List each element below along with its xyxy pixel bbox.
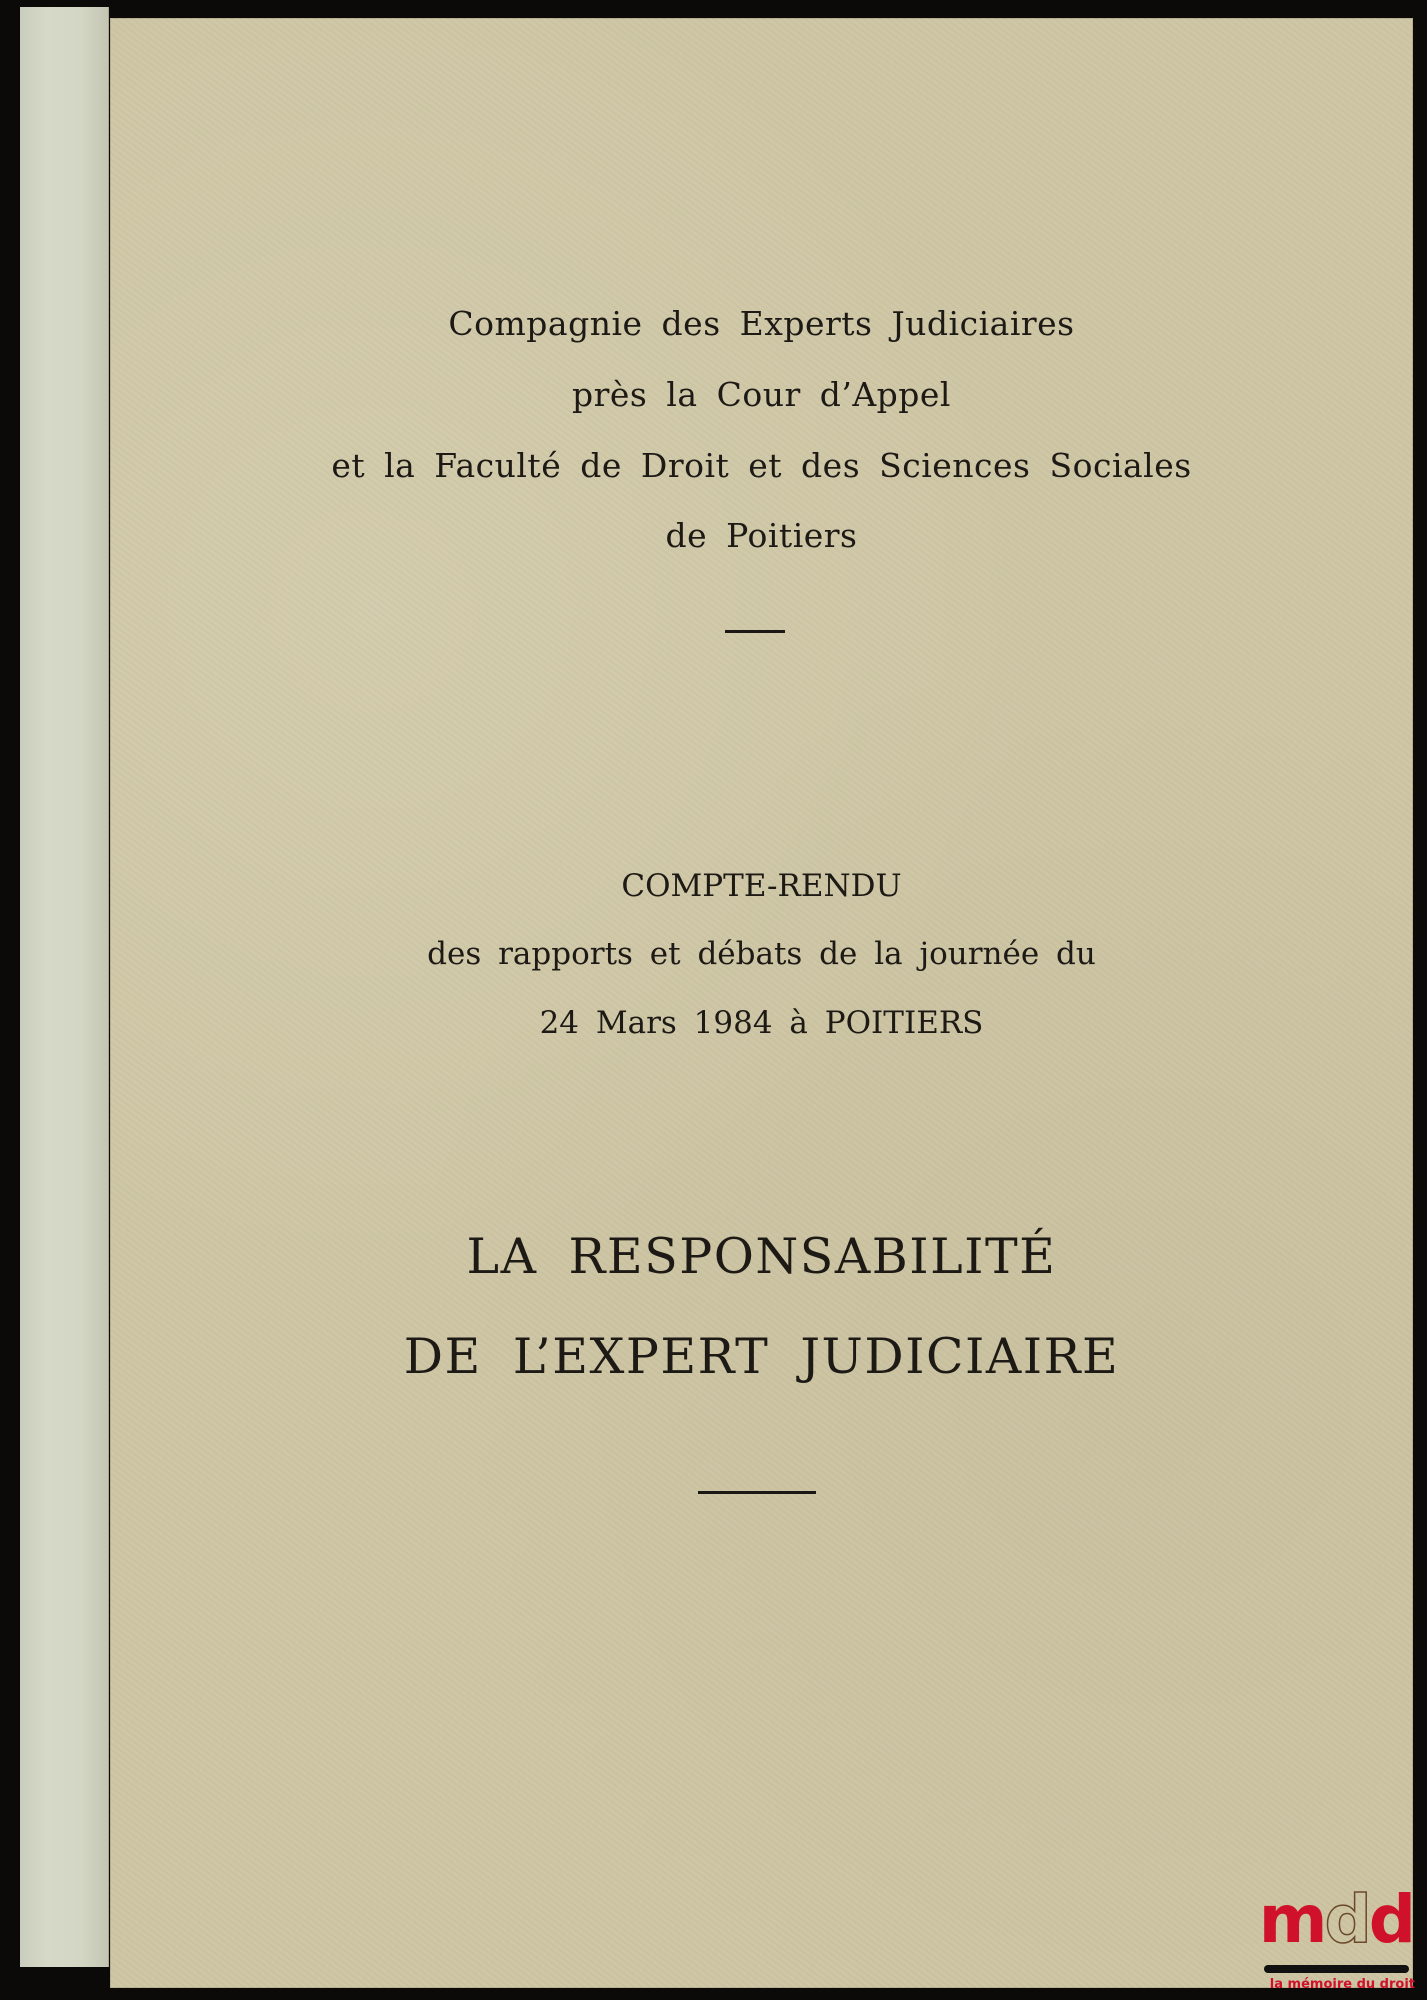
report-heading: COMPTE-RENDU xyxy=(621,868,902,904)
logo-underline-bar xyxy=(1264,1965,1409,1973)
separator-rule-long xyxy=(698,1491,816,1494)
institution-line-3: et la Faculté de Droit et des Sciences Sociales xyxy=(331,446,1192,485)
logo-letter-m: m xyxy=(1258,1881,1325,1958)
mdd-watermark-logo xyxy=(1259,1881,1419,1996)
report-subtitle: des rapports et débats de la journée du xyxy=(427,936,1096,972)
separator-rule-short xyxy=(725,630,785,633)
report-date-place: 24 Mars 1984 à POITIERS xyxy=(539,1005,984,1041)
logo-letter-d-outline: d xyxy=(1324,1881,1369,1958)
logo-tagline: la mémoire du droit xyxy=(1269,1977,1415,1992)
binding-strip xyxy=(20,7,109,1967)
mdd-logo-letters xyxy=(1258,1881,1413,1958)
title-line-2: DE L’EXPERT JUDICIAIRE xyxy=(403,1328,1120,1385)
logo-letter-d: d xyxy=(1368,1881,1413,1958)
book-cover xyxy=(110,18,1413,1988)
institution-line-1: Compagnie des Experts Judiciaires xyxy=(448,304,1075,343)
institution-line-4: de Poitiers xyxy=(665,516,858,555)
institution-line-2: près la Cour d’Appel xyxy=(572,375,951,414)
title-line-1: LA RESPONSABILITÉ xyxy=(466,1228,1057,1285)
